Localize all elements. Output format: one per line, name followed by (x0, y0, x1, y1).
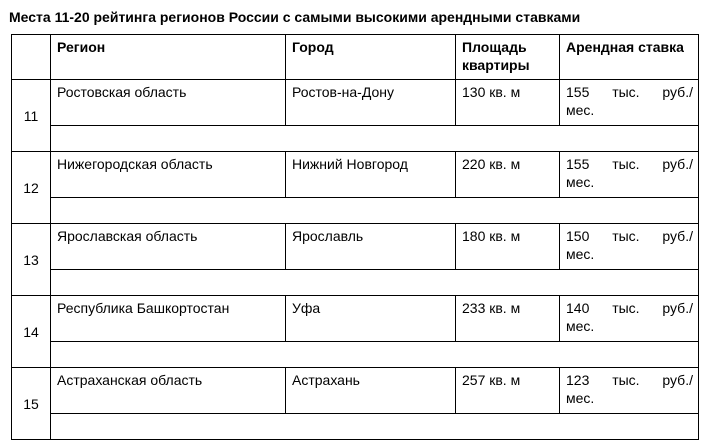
rent-period: мес. (566, 318, 595, 334)
region-cell: Астраханская область (51, 368, 286, 414)
spacer-row (12, 270, 699, 296)
city-cell: Ярославль (286, 224, 456, 270)
area-cell: 220 кв. м (456, 152, 560, 198)
rating-table (11, 34, 699, 440)
rent-value: 155 (566, 84, 590, 100)
region-cell: Республика Башкортостан (51, 296, 286, 342)
rent-unit: тыс. (612, 84, 640, 100)
rent-period: мес. (566, 246, 595, 262)
rent-unit: руб./ (662, 300, 693, 316)
rent-period: мес. (566, 174, 595, 190)
rank-cell: 12 (12, 152, 51, 224)
spacer-row (12, 342, 699, 368)
table-row (12, 296, 699, 342)
table-row (12, 152, 699, 198)
rank-cell: 11 (12, 80, 51, 152)
rank-cell: 13 (12, 224, 51, 296)
header-region: Регион (51, 35, 286, 80)
header-num (12, 35, 51, 80)
page-title: Места 11-20 рейтинга регионов России с самыми высокими арендными ставками (9, 9, 581, 25)
rent-value: 155 (566, 156, 590, 172)
rent-unit: тыс. (612, 156, 640, 172)
rent-value: 123 (566, 372, 590, 388)
spacer-row (12, 126, 699, 152)
rank-cell: 15 (12, 368, 51, 440)
area-cell: 233 кв. м (456, 296, 560, 342)
rent-period: мес. (566, 102, 595, 118)
header-rent: Арендная ставка (560, 35, 699, 80)
rent-value: 150 (566, 228, 590, 244)
region-cell: Нижегородская область (51, 152, 286, 198)
rent-unit: руб./ (662, 84, 693, 100)
rent-unit: руб./ (662, 372, 693, 388)
table-row (12, 224, 699, 270)
rent-unit: тыс. (612, 372, 640, 388)
region-cell: Ростовская область (51, 80, 286, 126)
header-area: Площадь квартиры (456, 35, 560, 80)
rent-unit: руб./ (662, 156, 693, 172)
table-row (12, 80, 699, 126)
city-cell: Ростов-на-Дону (286, 80, 456, 126)
rent-value: 140 (566, 300, 590, 316)
region-cell: Ярославская область (51, 224, 286, 270)
city-cell: Уфа (286, 296, 456, 342)
area-cell: 130 кв. м (456, 80, 560, 126)
spacer-row (12, 414, 699, 440)
table-header-row (12, 35, 699, 80)
rent-period: мес. (566, 390, 595, 406)
city-cell: Нижний Новгород (286, 152, 456, 198)
spacer-row (12, 198, 699, 224)
area-cell: 180 кв. м (456, 224, 560, 270)
rent-cell (560, 368, 699, 414)
rent-unit: руб./ (662, 228, 693, 244)
rank-cell: 14 (12, 296, 51, 368)
rent-cell (560, 152, 699, 198)
table-row (12, 368, 699, 414)
rent-cell (560, 224, 699, 270)
city-cell: Астрахань (286, 368, 456, 414)
header-city: Город (286, 35, 456, 80)
rent-cell (560, 80, 699, 126)
rent-unit: тыс. (612, 300, 640, 316)
rent-unit: тыс. (612, 228, 640, 244)
area-cell: 257 кв. м (456, 368, 560, 414)
rent-cell (560, 296, 699, 342)
